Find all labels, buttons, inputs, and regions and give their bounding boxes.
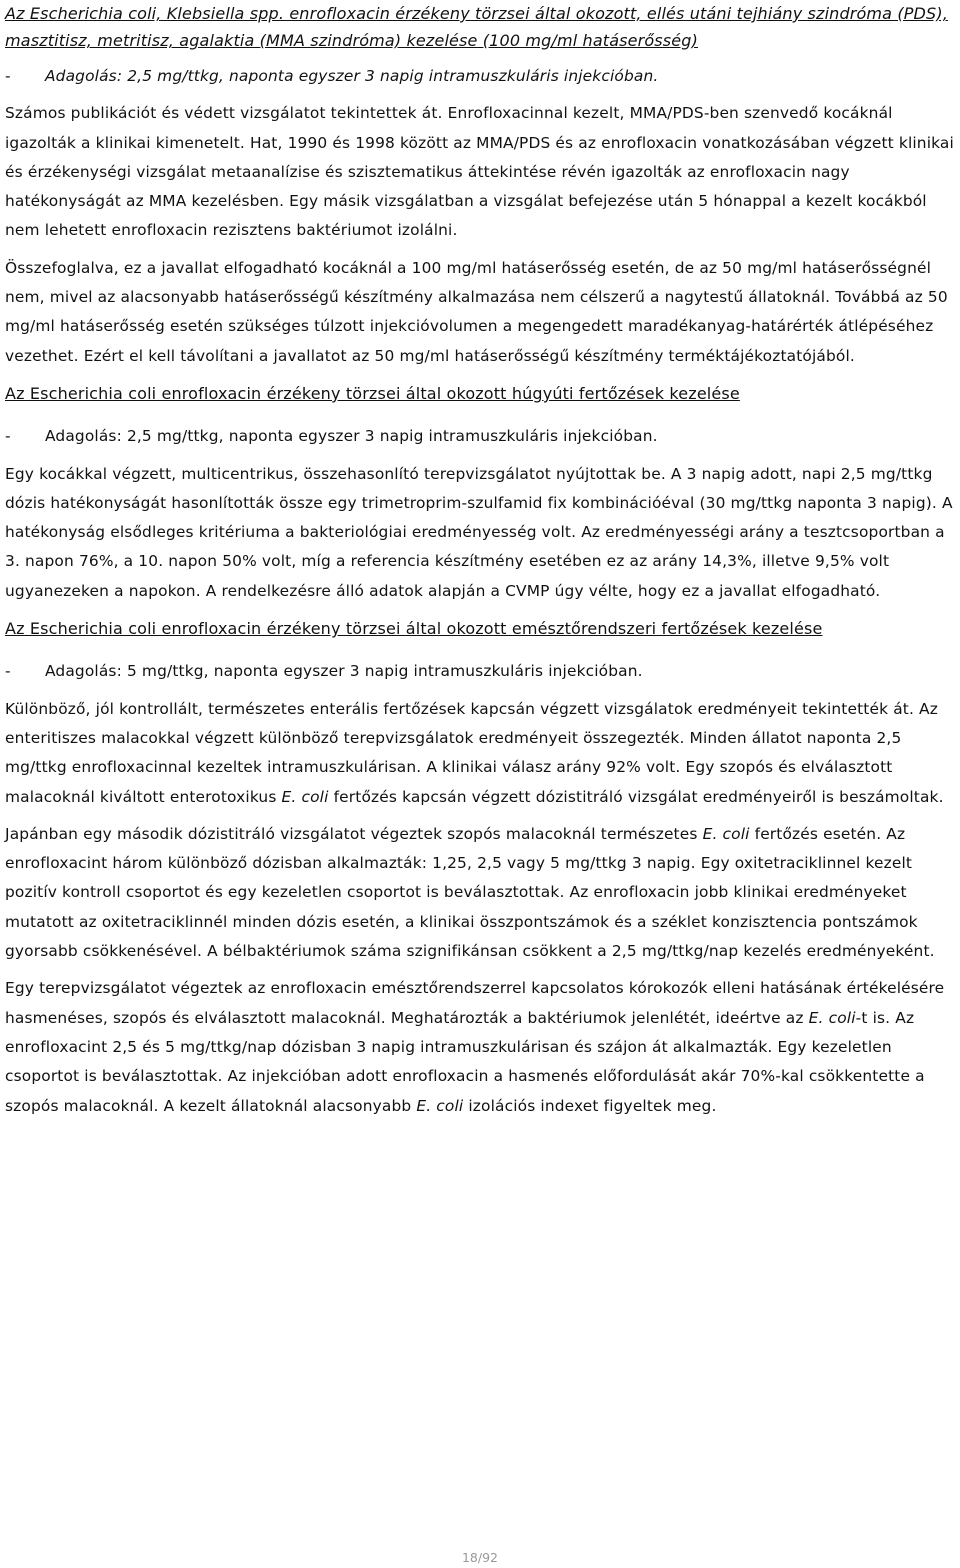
section-heading-gi: Az Escherichia coli enrofloxacin érzékeny törzsei által okozott emésztőrendszeri fertőzések kezelése — [5, 619, 823, 639]
page-number: 18/92 — [461, 1550, 499, 1565]
document-page — [5, 0, 957, 1121]
paragraph — [5, 820, 957, 966]
dosage-text: Adagolás: 5 mg/ttkg, naponta egyszer 3 napig intramuszkuláris injekcióban. — [45, 662, 643, 681]
italic-term: E. coli — [702, 824, 750, 843]
dash: - — [5, 427, 11, 446]
section-heading-uti: Az Escherichia coli enrofloxacin érzékeny törzsei által okozott húgyúti fertőzések kezelése — [5, 383, 740, 403]
section-heading-mma: Az Escherichia coli, Klebsiella spp. enrofloxacin érzékeny törzsei által okozott, ellés utáni tejhiány szindróma (PDS), masztitisz, metritisz, agalaktia (MMA szindróma) kezelése (100 mg/ml hatáserősség) — [5, 4, 948, 50]
dosage-text: Adagolás: 2,5 mg/ttkg, naponta egyszer 3 napig intramuszkuláris injekcióban. — [45, 427, 658, 446]
italic-term: E. coli — [281, 787, 329, 806]
dosage-line — [5, 422, 957, 451]
italic-term: E. coli — [808, 1008, 856, 1027]
italic-term: E. coli — [416, 1096, 464, 1115]
paragraph: Összefoglalva, ez a javallat elfogadható kocáknál a 100 mg/ml hatáserősség esetén, de az 50 mg/ml hatáserősségnél nem, mivel az alacsonyabb hatáserősségű készítmény alkalmazása nem célszerű a nagytestű állatoknál. Továbbá az 50 mg/ml hatáserősség esetén szükséges túlzott injekcióvolumen a megengedett maradékanyag-határérték átlépéséhez vezethet. Ezért el kell távolítani a javallatot az 50 mg/ml hatáserősségű készítmény terméktájékoztatójából. — [5, 258, 948, 365]
dosage-text: Adagolás: 2,5 mg/ttkg, naponta egyszer 3 napig intramuszkuláris injekcióban. — [45, 67, 659, 85]
text-run: fertőzés esetén. Az enrofloxacint három különböző dózisban alkalmazták: 1,25, 2,5 vagy 5 mg/ttkg 3 napig. Egy oxitetraciklinnel kezelt pozitív kontroll csoportot és egy kezeletlen csoportot is beválasztottak. Az enrofloxacin jobb klinikai eredményeket mutatott az oxitetraciklinnél minden dózis esetén, a klinikai összpontszámok és a széklet konzisztencia pontszámok gyorsabb csökkenésével. A bélbaktériumok száma szignifikánsan csökkent a 2,5 mg/ttkg/nap kezelés eredményeként. — [5, 824, 935, 961]
text-run: fertőzés kapcsán végzett dózistitráló vizsgálat eredményeiről is beszámoltak. — [328, 787, 944, 806]
paragraph: Egy kocákkal végzett, multicentrikus, összehasonlító terepvizsgálatot nyújtottak be. A 3 napig adott, napi 2,5 mg/ttkg dózis hatékonyságát hasonlították össze egy trimetroprim-szulfamid fix kombinációéval (30 mg/ttkg naponta 3 napig). A hatékonyság elsődleges kritériuma a bakteriológiai eredményesség volt. Az eredményességi arány a tesztcsoportban a 3. napon 76%, a 10. napon 50% volt, míg a referencia készítmény esetében ez az arány 14,3%, illetve 9,5% volt ugyanezeken a napokon. A rendelkezésre álló adatok alapján a CVMP úgy vélte, hogy ez a javallat elfogadható. — [5, 464, 953, 600]
text-run: izolációs indexet figyeltek meg. — [463, 1096, 717, 1115]
text-run: Különböző, jól kontrollált, természetes enterális fertőzések kapcsán végzett vizsgálatok eredményeit tekintették át. Az enteritiszes malacokkal végzett különböző terepvizsgálatok eredményeit összegezték. Minden állatot naponta 2,5 mg/ttkg enrofloxacinnal kezeltek intramuszkulárisan. A klinikai válasz arány 92% volt. Egy szopós és elválasztott malacoknál kiváltott enterotoxikus — [5, 699, 938, 806]
text-run: Egy terepvizsgálatot végeztek az enrofloxacin emésztőrendszerrel kapcsolatos kórokozók elleni hatásának értékelésére hasmenéses, szopós és elválasztott malacoknál. Meghatározták a baktériumok jelenlétét, ideértve az — [5, 979, 945, 1027]
text-run: -t is. Az enrofloxacint 2,5 és 5 mg/ttkg/nap dózisban 3 napig intramuszkulárisan és szájon át alkalmazták. Egy kezeletlen csoportot is beválasztottak. Az injekcióban adott enrofloxacin a hasmenés előfordulását akár 70%-kal csökkentette a szopós malacoknál. A kezelt állatoknál alacsonyabb — [5, 1008, 925, 1115]
dosage-line — [5, 657, 957, 686]
dash: - — [5, 662, 11, 681]
dash: - — [5, 67, 11, 85]
paragraph — [5, 974, 957, 1120]
paragraph — [5, 695, 957, 812]
dosage-line — [5, 62, 957, 91]
text-run: Japánban egy második dózistitráló vizsgálatot végeztek szopós malacoknál természetes — [5, 824, 703, 843]
paragraph: Számos publikációt és védett vizsgálatot tekintettek át. Enrofloxacinnal kezelt, MMA/PDS-ben szenvedő kocáknál igazolták a klinikai kimenetelt. Hat, 1990 és 1998 között az MMA/PDS és az enrofloxacin vonatkozásában végzett klinikai és érzékenységi vizsgálat metaanalízise és szisztematikus áttekintése révén igazolták az enrofloxacin nagy hatékonyságát az MMA kezelésben. Egy másik vizsgálatban a vizsgálat befejezése után 5 hónappal a kezelt kocákból nem lehetett enrofloxacin rezisztens baktériumot izolálni. — [5, 104, 954, 240]
